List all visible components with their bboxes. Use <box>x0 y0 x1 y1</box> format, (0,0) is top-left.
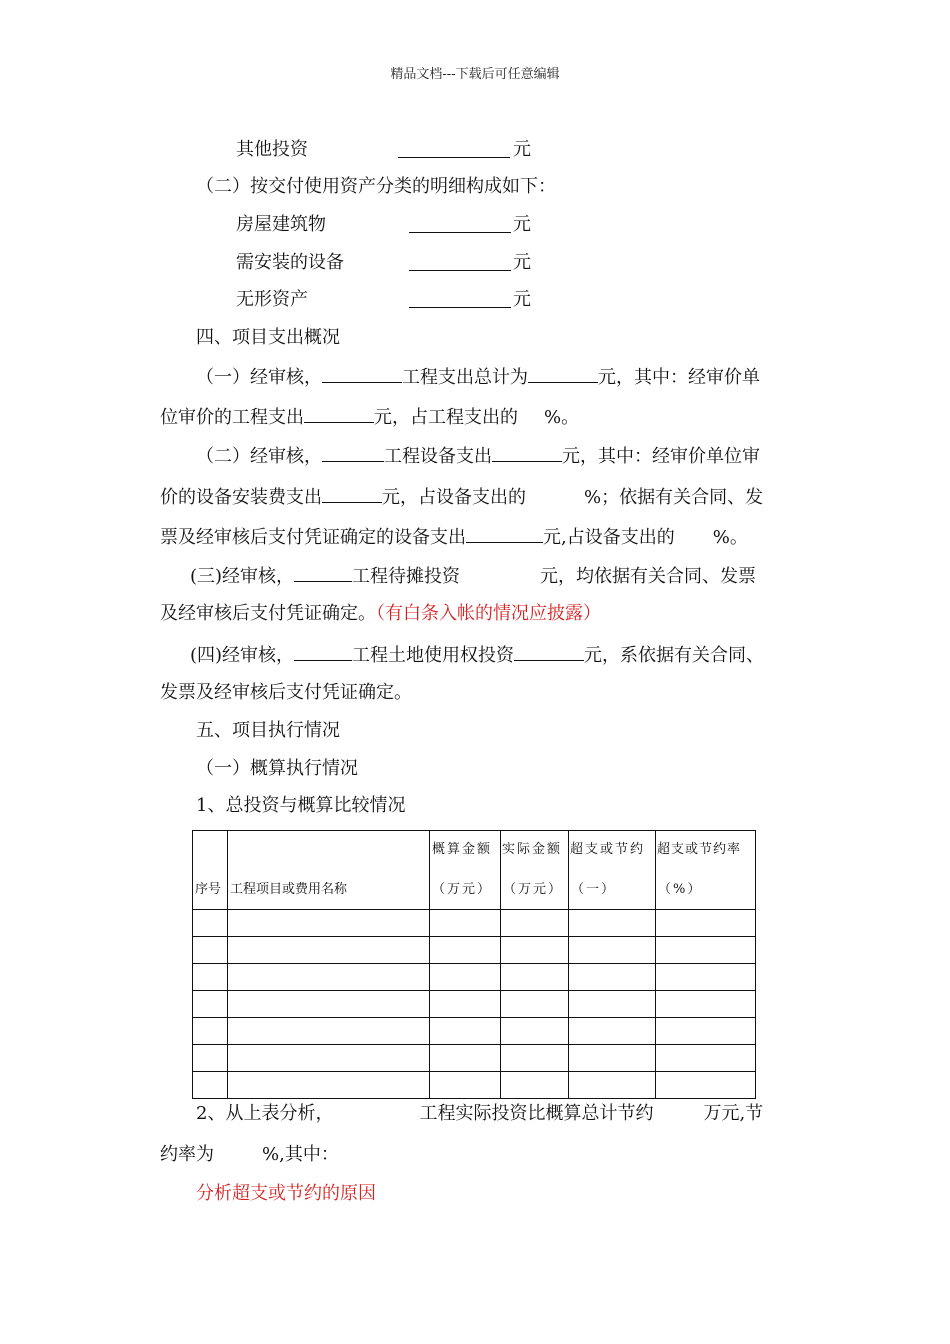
other-investment-blank <box>398 139 510 158</box>
paragraph-4-1-line2: 位审价的工程支出 元，占工程支出的 %。 <box>160 404 579 429</box>
buildings-label: 房屋建筑物 <box>236 214 326 235</box>
section-5-1-heading: （一）概算执行情况 <box>196 758 358 779</box>
table-header-row <box>193 831 756 910</box>
paragraph-4-4-line2: 发票及经审核后支付凭证确定。 <box>160 682 412 703</box>
paragraph-4-2-line1: （二）经审核， 工程设备支出 元，其中：经审价单位审 <box>196 443 760 468</box>
paragraph-4-2-line2: 价的设备安装费支出 元，占设备支出的 %；依据有关合同、发 <box>160 484 763 509</box>
unit-yuan: 元 <box>513 252 531 273</box>
header-cell: 实际金额 （万元） <box>501 831 569 910</box>
intangible-label: 无形资产 <box>236 289 308 310</box>
paragraph-4-3-line1: (三)经审核， 工程待摊投资 元，均依据有关合同、发票 <box>190 563 756 588</box>
header-cell: 概算金额 （万元） <box>430 831 501 910</box>
section-4-heading: 四、项目支出概况 <box>196 327 340 348</box>
table-row <box>193 910 756 937</box>
intangible-blank <box>409 289 511 308</box>
paragraph-4-1-line1: （一）经审核， 工程支出总计为 元，其中：经审价单 <box>196 364 760 389</box>
paragraph-4-2-line3: 票及经审核后支付凭证确定的设备支出 元,占设备支出的 %。 <box>160 524 748 549</box>
unit-yuan: 元 <box>513 139 531 160</box>
section-5-1-1-heading: 1、总投资与概算比较情况 <box>196 795 406 816</box>
table-row <box>193 1018 756 1045</box>
equipment-blank <box>409 252 511 271</box>
equipment-label: 需安装的设备 <box>236 252 344 273</box>
table-row <box>193 1072 756 1099</box>
red-note-reason: 分析超支或节约的原因 <box>196 1183 376 1204</box>
page-header: 精品文档---下载后可任意编辑 <box>390 67 560 82</box>
buildings-blank <box>409 214 511 233</box>
paragraph-4-3-line2: 及经审核后支付凭证确定。（有白条入帐的情况应披露） <box>160 603 601 624</box>
table-row <box>193 1045 756 1072</box>
other-investment-label: 其他投资 <box>236 139 308 160</box>
header-cell: 工程项目或费用名称 <box>228 831 430 910</box>
header-cell: 超支或节约率 （%） <box>656 831 756 910</box>
budget-comparison-table <box>192 830 756 1099</box>
header-cell: 序号 <box>193 831 228 910</box>
section-2-heading: （二）按交付使用资产分类的明细构成如下： <box>196 176 556 197</box>
unit-yuan: 元 <box>513 289 531 310</box>
paragraph-4-4-line1: (四)经审核， 工程土地使用权投资 元，系依据有关合同、 <box>190 642 764 667</box>
header-cell: 超支或节约 （一） <box>569 831 656 910</box>
table-row <box>193 964 756 991</box>
section-5-heading: 五、项目执行情况 <box>196 720 340 741</box>
table-row <box>193 937 756 964</box>
red-note-iou: （有白条入帐的情况应披露） <box>376 603 601 624</box>
table-row <box>193 991 756 1018</box>
unit-yuan: 元 <box>513 214 531 235</box>
analysis-line1: 2、从上表分析， 工程实际投资比概算总计节约 万元,节 <box>196 1103 764 1124</box>
analysis-line2: 约率为 %,其中： <box>160 1144 339 1165</box>
